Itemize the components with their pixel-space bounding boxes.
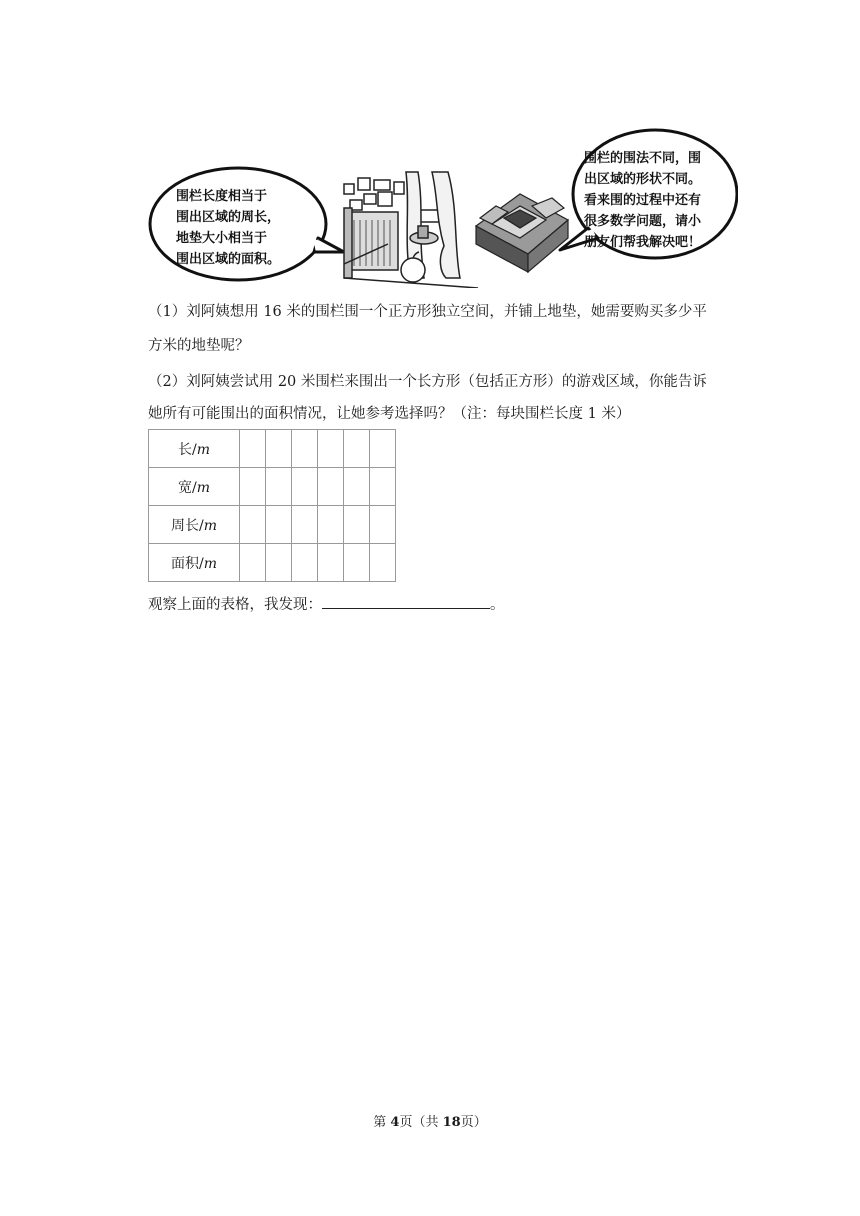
answer-cell[interactable] xyxy=(344,544,370,582)
question2-line1: （2）刘阿姨尝试用 20 米围栏来围出一个长方形（包括正方形）的游戏区域，你能告诉 xyxy=(148,374,707,390)
table-row xyxy=(149,544,396,582)
right-bubble-line: 出区域的形状不同。 xyxy=(584,172,702,187)
right-bubble-line: 很多数学问题，请小 xyxy=(584,214,702,229)
row-header xyxy=(149,430,240,468)
footer-text-3: 页） xyxy=(460,1115,487,1130)
answer-cell[interactable] xyxy=(266,544,292,582)
row-header xyxy=(149,506,240,544)
row-unit: m xyxy=(203,555,217,572)
answer-cell[interactable] xyxy=(266,468,292,506)
left-bubble-text xyxy=(176,186,294,270)
question1-line1: （1）刘阿姨想用 16 米的围栏围一个正方形独立空间，并铺上地垫，她需要购买多少平 xyxy=(148,304,707,320)
answer-table-body xyxy=(149,430,396,582)
table-row xyxy=(149,506,396,544)
observation-blank[interactable] xyxy=(322,593,490,609)
right-bubble-line: 围栏的围法不同，围 xyxy=(584,151,702,166)
row-unit: m xyxy=(196,479,210,496)
answer-cell[interactable] xyxy=(266,430,292,468)
row-label: 周长/ xyxy=(171,517,204,534)
answer-cell[interactable] xyxy=(266,506,292,544)
row-label: 面积/ xyxy=(171,555,204,572)
answer-cell[interactable] xyxy=(292,544,318,582)
row-label: 长/ xyxy=(178,441,197,458)
left-bubble-line: 围出区域的周长， xyxy=(176,210,281,225)
answer-cell[interactable] xyxy=(318,468,344,506)
answer-cell[interactable] xyxy=(240,506,266,544)
row-unit: m xyxy=(196,441,210,458)
answer-cell[interactable] xyxy=(344,506,370,544)
footer-total-pages: 18 xyxy=(442,1115,461,1130)
answer-cell[interactable] xyxy=(370,544,396,582)
answer-cell[interactable] xyxy=(240,544,266,582)
answer-cell[interactable] xyxy=(370,430,396,468)
answer-cell[interactable] xyxy=(318,544,344,582)
answer-cell[interactable] xyxy=(240,468,266,506)
left-bubble-line: 地垫大小相当于 xyxy=(176,231,268,246)
left-bubble-line: 围出区域的面积。 xyxy=(176,252,281,267)
right-bubble-line: 看来围的过程中还有 xyxy=(584,193,702,208)
row-label: 宽/ xyxy=(178,479,197,496)
answer-cell[interactable] xyxy=(292,430,318,468)
table-row xyxy=(149,430,396,468)
footer-page-number: 4 xyxy=(390,1115,400,1130)
left-bubble-line: 围栏长度相当于 xyxy=(176,189,268,204)
question2-line2: 她所有可能围出的面积情况，让她参考选择吗？（注：每块围栏长度 1 米） xyxy=(148,406,631,422)
answer-table xyxy=(148,429,396,582)
footer-text-2: 页（共 xyxy=(399,1115,443,1130)
observation-suffix: 。 xyxy=(490,597,505,613)
footer-text-1: 第 xyxy=(373,1115,391,1130)
answer-cell[interactable] xyxy=(370,506,396,544)
page-footer xyxy=(0,1111,860,1130)
answer-cell[interactable] xyxy=(370,468,396,506)
question1-line2: 方米的地垫呢？ xyxy=(148,338,250,354)
row-header xyxy=(149,468,240,506)
right-bubble-line: 朋友们帮我解决吧！ xyxy=(584,235,702,250)
answer-cell[interactable] xyxy=(344,468,370,506)
row-header xyxy=(149,544,240,582)
answer-cell[interactable] xyxy=(344,430,370,468)
observation-prefix: 观察上面的表格，我发现： xyxy=(148,597,322,613)
answer-cell[interactable] xyxy=(318,506,344,544)
observation-line xyxy=(148,593,505,615)
row-unit: m xyxy=(203,517,217,534)
right-bubble-text xyxy=(584,148,726,253)
answer-cell[interactable] xyxy=(292,506,318,544)
answer-cell[interactable] xyxy=(318,430,344,468)
play-mat-fence xyxy=(476,194,568,272)
table-row xyxy=(149,468,396,506)
answer-cell[interactable] xyxy=(240,430,266,468)
room-scene xyxy=(344,172,478,288)
answer-cell[interactable] xyxy=(292,468,318,506)
